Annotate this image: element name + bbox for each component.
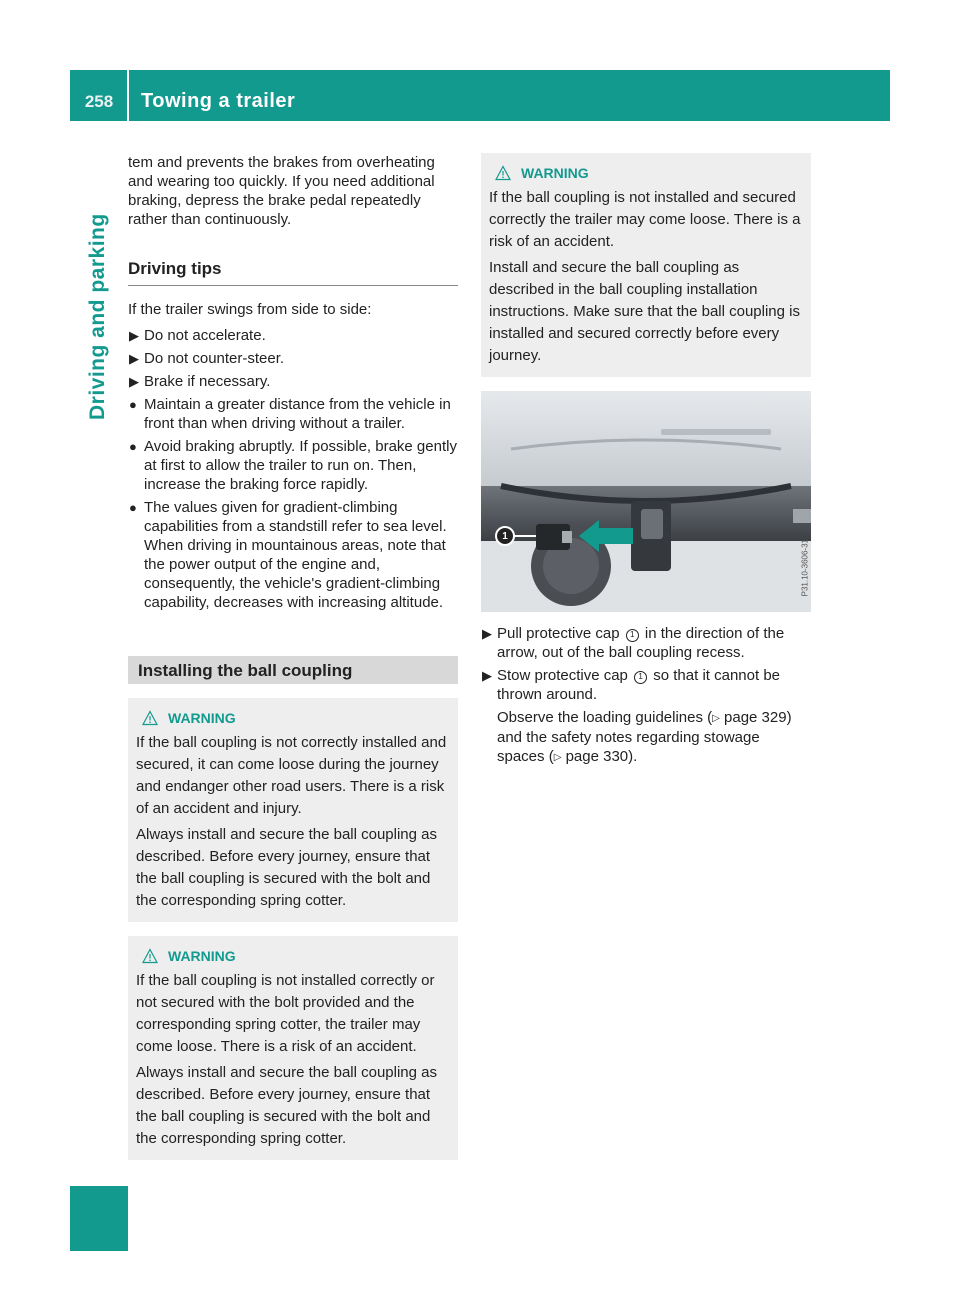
page-ref-link[interactable]: page 330 [565,748,629,765]
step-text-before: Pull protective cap [497,625,620,642]
section-heading-installing: Installing the ball coupling [128,656,458,684]
warning-header [136,945,450,967]
list-item-text: The values given for gradient-climbing capabilities from a standstill refer to sea level. When driving in mountainous areas, note that the power output of the engine and, consequently, the vehicle's gradient-climbing capability, decreases with increasing altitude. [144,499,447,611]
page-title: Towing a trailer [141,90,296,112]
step-marker-icon: ▶ [129,328,139,343]
list-item-text: Do not counter-steer. [144,350,285,367]
page-ref-icon: ▷ [553,752,562,763]
section-heading-driving-tips: Driving tips [128,259,458,286]
warning-header [136,707,450,729]
note-text: Observe the loading guidelines ( [497,709,713,726]
callout-ref-icon: 1 [634,671,647,684]
warning-box [128,698,458,922]
warning-text: Always install and secure the ball coupling as described. Before every journey, ensure that the ball coupling is secured with the bolt and the corresponding spring cotter. [136,826,438,909]
side-tab-label: Driving and parking [86,213,109,420]
warning-text: If the ball coupling is not installed correctly or not secured with the bolt provided and the corresponding spring cotter, the trailer may come loose. There is a risk of an accident. [136,972,435,1055]
left-column [128,153,458,1160]
header-divider [127,70,129,121]
list-item-text: Do not accelerate. [144,327,266,344]
note-text: ) and the safety notes regarding stowage spaces ( [497,709,792,765]
list-item [128,437,458,494]
warning-box [481,153,811,377]
ball-coupling-figure [481,391,811,612]
list-item-text: Maintain a greater distance from the vehicle in front than when driving without a trailer. [144,396,451,432]
warning-triangle-icon [142,710,158,726]
warning-header [489,162,803,184]
bullet-icon: ● [129,397,137,412]
list-item [128,372,458,391]
warning-label: WARNING [168,948,236,964]
step-marker-icon: ▶ [482,668,492,683]
list-item-text: Avoid braking abruptly. If possible, brake gently at first to allow the trailer to run on. Then, increase the braking force rapidly. [144,438,457,493]
callout-1 [495,526,515,546]
warning-label: WARNING [168,710,236,726]
figure-code [795,539,811,596]
step-text-before: Stow protective cap [497,667,628,684]
warning-triangle-icon [495,165,511,181]
page-ref-icon: ▷ [712,713,720,724]
list-item-text: Brake if necessary. [144,373,271,390]
stowage-note [481,708,811,767]
step-text-after: so that it cannot be thrown around. [497,667,781,703]
driving-tips-intro: If the trailer swings from side to side: [128,301,372,318]
list-item [128,395,458,433]
warning-text: If the ball coupling is not correctly installed and secured, it can come loose during the journey and endanger other road users. There is a risk of an accident and injury. [136,734,447,817]
warning-label: WARNING [521,165,589,181]
continued-paragraph: tem and prevents the brakes from overheating and wearing too quickly. If you need additional braking, depress the brake pedal repeatedly rather than continuously. [128,154,435,228]
instruction-step [481,624,811,662]
warning-text: Install and secure the ball coupling as described in the ball coupling installation instructions. Make sure that the ball coupling is installed and secured correctly before every journey. [489,259,800,364]
step-marker-icon: ▶ [482,626,492,641]
page-ref-link[interactable]: page 329 [724,709,787,726]
right-column [481,153,811,767]
page-number: 258 [84,92,114,111]
list-item [128,498,458,612]
warning-text: If the ball coupling is not installed and secured correctly the trailer may come loose. There is a risk of an accident. [489,189,801,250]
list-item [128,326,458,345]
warning-text: Always install and secure the ball coupling as described. Before every journey, ensure that the ball coupling is secured with the bolt and the corresponding spring cotter. [136,1064,438,1147]
side-tab-marker [70,1186,128,1251]
step-marker-icon: ▶ [129,351,139,366]
bullet-icon: ● [129,500,137,515]
bumper-illustration [481,391,811,612]
figure-code-text: P31.10-3606-31 [800,539,809,597]
driving-tips-list [128,326,458,612]
instruction-step [481,666,811,704]
callout-ref-icon: 1 [626,629,639,642]
step-text-after: in the direction of the arrow, out of the ball coupling recess. [497,625,785,661]
note-text: ). [628,748,638,765]
list-item [128,349,458,368]
bullet-icon: ● [129,439,137,454]
callout-label: 1 [502,530,508,542]
warning-triangle-icon [142,948,158,964]
step-marker-icon: ▶ [129,374,139,389]
warning-box [128,936,458,1160]
